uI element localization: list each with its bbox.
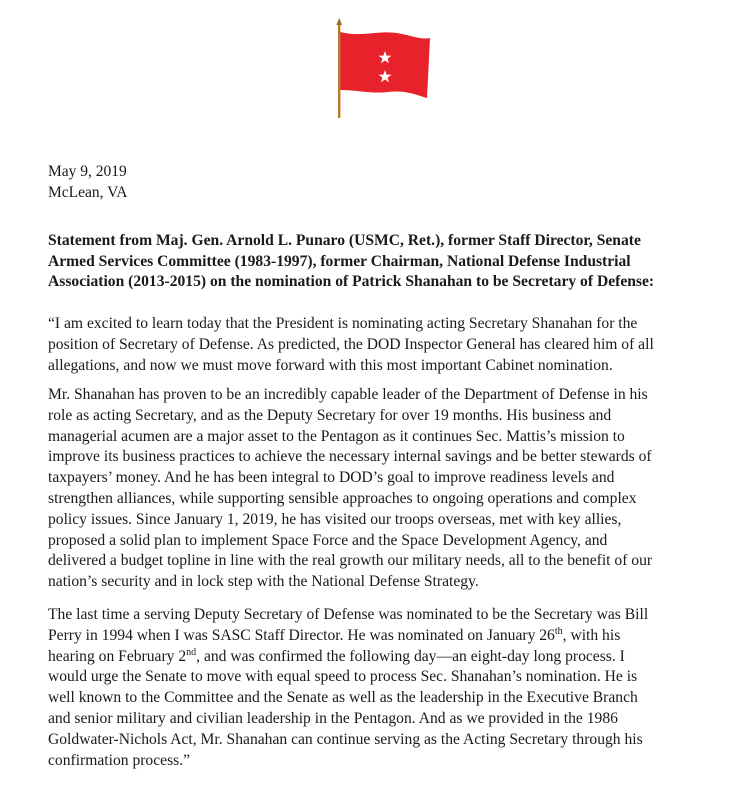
paragraph-line: nation’s security and in lock step with the National Defense Strategy.: [48, 573, 479, 591]
paragraph-line: allegations, and now we must move forward with this most important Cabinet nomination.: [48, 356, 613, 374]
statement-heading: [48, 231, 738, 293]
line-text: Perry in 1994 when I was SASC Staff Director. He was nominated on January 26: [48, 626, 555, 644]
paragraph-line: proposed a solid plan to implement Space Force and the Space Development Agency, and: [48, 531, 608, 549]
paragraph-3: [48, 605, 740, 771]
line-text: hearing on February 2: [48, 647, 187, 665]
line-text: , and was confirmed the following day—an eight-day long process. I: [196, 647, 625, 665]
paragraph-line: and senior military and civilian leadership in the Pentagon. And as we provided in the 1986: [48, 709, 618, 727]
paragraph-line: improve its business practices to achieve the necessary internal savings and be better stewards of: [48, 448, 652, 466]
paragraph-line: would urge the Senate to move with equal speed to process Sec. Shanahan’s nomination. He is: [48, 668, 638, 686]
paragraph-line: policy issues. Since January 1, 2019, he has visited our troops overseas, met with key allies,: [48, 510, 622, 528]
line-text: , with his: [562, 626, 621, 644]
two-star-flag-icon: [322, 18, 442, 118]
statement-line: Statement from Maj. Gen. Arnold L. Punaro (USMC, Ret.), former Staff Director, Senate: [48, 232, 641, 249]
paragraph-2: [48, 385, 740, 593]
paragraph-line: The last time a serving Deputy Secretary of Defense was nominated to be the Secretary was Bill: [48, 606, 649, 623]
letter-date: May 9, 2019: [48, 163, 127, 180]
paragraph-line: position of Secretary of Defense. As predicted, the DOD Inspector General has cleared him of all: [48, 335, 654, 353]
paragraph-line: “I am excited to learn today that the President is nominating acting Secretary Shanahan for the: [48, 315, 638, 332]
paragraph-line: [48, 647, 740, 668]
paragraph-line: delivered a budget topline in line with the real growth our military needs, all to the benefit of our: [48, 552, 653, 570]
paragraph-line: confirmation process.”: [48, 751, 191, 769]
statement-line: Armed Services Committee (1983-1997), former Chairman, National Defense Industrial: [48, 252, 631, 270]
ordinal-suffix: nd: [186, 646, 197, 658]
flag-field: [340, 32, 430, 98]
letter-header: [48, 161, 128, 203]
paragraph-line: Goldwater-Nichols Act, Mr. Shanahan can continue serving as the Acting Secretary through his: [48, 730, 643, 748]
statement-line: Association (2013-2015) on the nomination of Patrick Shanahan to be Secretary of Defense:: [48, 273, 655, 290]
paragraph-line: strengthen alliances, while supporting sensible approaches to ongoing operations and complex: [48, 489, 637, 507]
letter-location: McLean, VA: [48, 184, 128, 201]
paragraph-line: role as acting Secretary, and as the Deputy Secretary for over 19 months. His business and: [48, 406, 612, 424]
paragraph-line: [48, 626, 740, 647]
paragraph-line: taxpayers’ money. And he has been integral to DOD’s goal to improve readiness levels and: [48, 469, 615, 487]
paragraph-line: well known to the Committee and the Senate as well as the leadership in the Executive Branch: [48, 689, 638, 707]
paragraph-1: [48, 314, 740, 376]
flag-pole: [338, 24, 340, 118]
paragraph-line: managerial acumen are a major asset to the Pentagon as it continues Sec. Mattis’s mission to: [48, 427, 625, 445]
ordinal-suffix: th: [554, 625, 563, 637]
flag-finial: [336, 18, 342, 25]
paragraph-line: Mr. Shanahan has proven to be an incredibly capable leader of the Department of Defense in his: [48, 386, 648, 403]
